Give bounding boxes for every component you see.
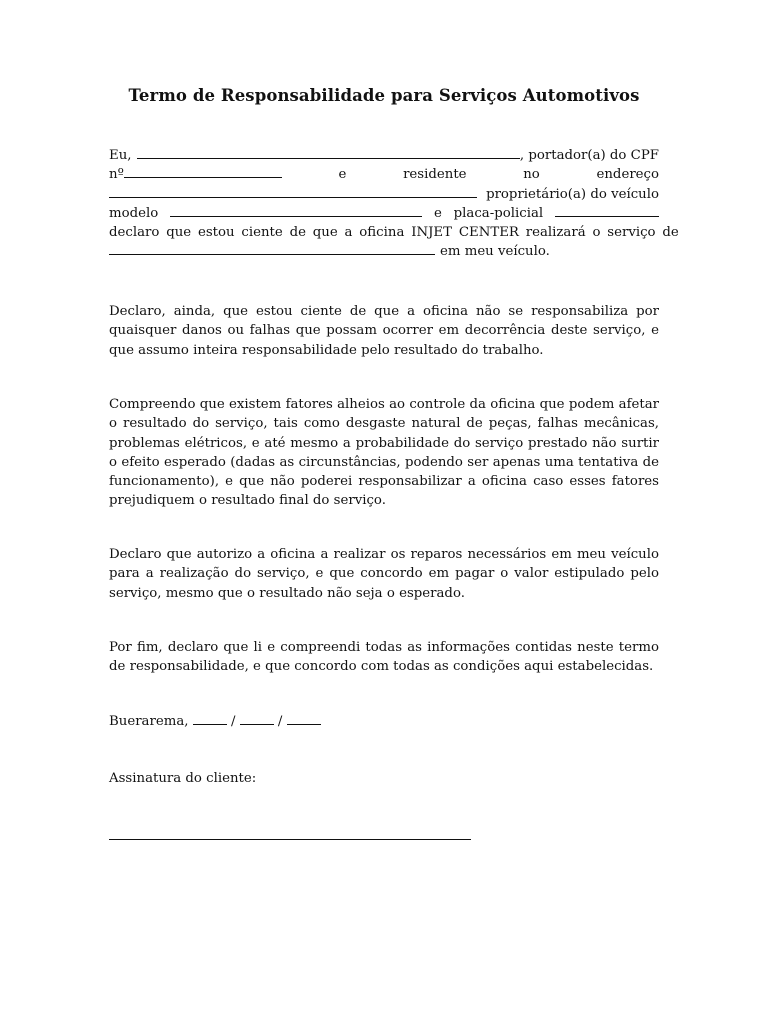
plate-blank[interactable] (555, 205, 659, 217)
signature-label: Assinatura do cliente: (109, 771, 257, 786)
declaration-block (109, 146, 679, 262)
paragraph-3 (109, 545, 659, 603)
paragraph-4 (109, 638, 659, 677)
label-eu: Eu, (109, 148, 132, 163)
paragraph-text: Declaro, ainda, que estou ciente de que a oficina não se responsabiliza por quaisquer danos ou falhas que possam ocorrer em decorrência deste serviço, e que assumo inteira responsabilidade pelo resultado do trabalho. (109, 304, 659, 358)
declaro-line: declaro que estou ciente de que a oficina INJET CENTER realizará o serviço de (109, 225, 679, 241)
label-no: no (523, 167, 540, 183)
label-residente: residente (403, 167, 467, 183)
declaration-line-3 (109, 185, 659, 204)
label-endereco: endereço (596, 167, 659, 183)
document-title: Termo de Responsabilidade para Serviços Automotivos (128, 86, 640, 105)
date-slash: / (230, 714, 236, 729)
declaration-line-2 (109, 165, 659, 184)
date-line (109, 712, 321, 731)
service-blank[interactable] (109, 243, 435, 255)
address-blank[interactable] (109, 186, 477, 198)
cpf-blank[interactable] (124, 166, 282, 178)
label-e-placa: e (433, 205, 442, 221)
signature-line[interactable] (109, 839, 471, 840)
paragraph-text: Declaro que autorizo a oficina a realizar os reparos necessários em meu veículo para a realização do serviço, e que concordo em pagar o valor estipulado pelo serviço, mesmo que o resultado não seja o esperado. (109, 547, 659, 601)
day-blank[interactable] (193, 713, 227, 725)
label-placa: placa-policial (453, 205, 544, 221)
city-label: Buerarema, (109, 714, 189, 729)
name-blank[interactable] (137, 147, 519, 159)
year-blank[interactable] (287, 713, 321, 725)
label-proprietario: proprietário(a) do veículo (486, 186, 659, 202)
paragraph-1 (109, 302, 659, 360)
label-em-meu-veiculo: em meu veículo. (440, 244, 550, 260)
paragraph-text: Compreendo que existem fatores alheios ao controle da oficina que podem afetar o resultado do serviço, tais como desgaste natural de peças, falhas mecânicas, problemas elétricos, e até mesmo a probabilidade do serviço prestado não surtir o efeito esperado (dadas as circunstâncias, podendo ser apenas uma tentativa de funcionamento), e que não poderei responsabilizar a oficina caso esses fatores prejudiquem o resultado final do serviço. (109, 397, 659, 509)
date-slash: / (277, 714, 283, 729)
model-blank[interactable] (170, 205, 422, 217)
label-portador: , portador(a) do CPF (519, 148, 659, 163)
label-modelo: modelo (109, 205, 159, 221)
label-cpf-prefix: nº (109, 167, 124, 183)
paragraph-text: Por fim, declaro que li e compreendi todas as informações contidas neste termo de responsabilidade, e que concordo com todas as condições aqui estabelecidas. (109, 640, 659, 675)
declaration-line-1 (109, 146, 659, 165)
declaration-line-4 (109, 204, 659, 223)
month-blank[interactable] (240, 713, 274, 725)
label-e: e (338, 167, 347, 183)
declaration-line-6 (109, 242, 659, 261)
declaration-line-5 (109, 223, 679, 242)
paragraph-2 (109, 395, 659, 511)
